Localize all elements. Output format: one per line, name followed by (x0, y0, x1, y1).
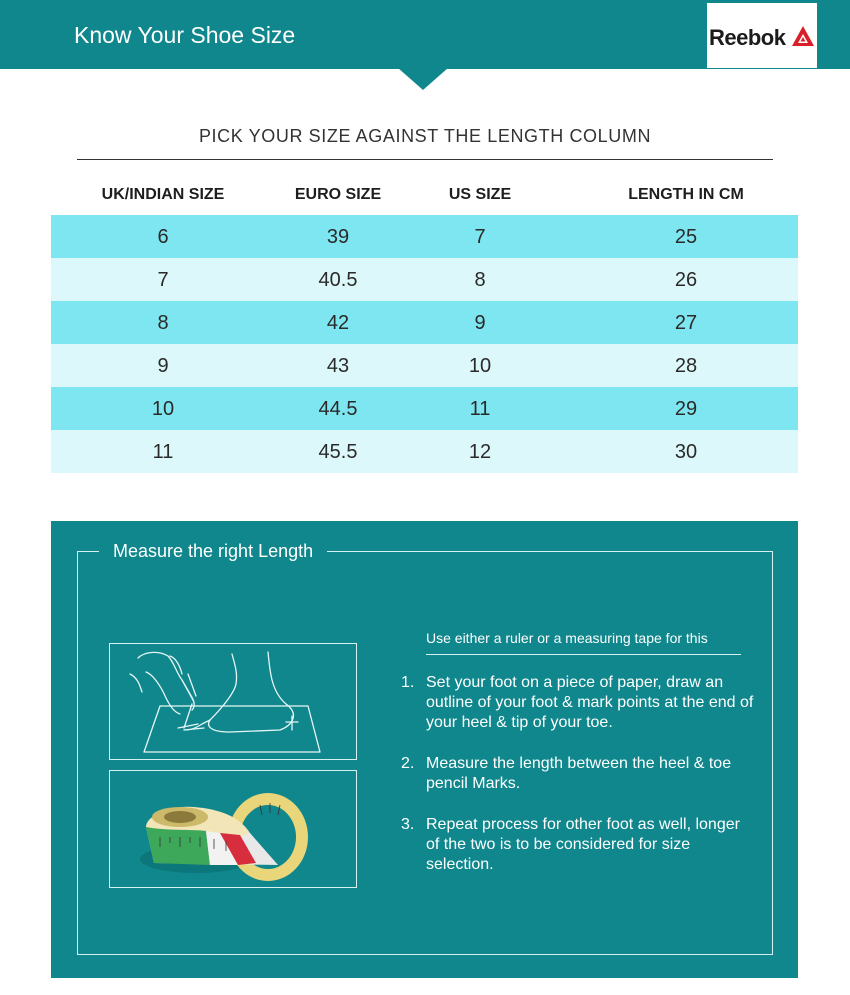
measure-panel (51, 521, 798, 978)
cell-length: 28 (674, 355, 698, 377)
size-chart-table (51, 174, 798, 473)
brand-logo[interactable] (707, 3, 817, 68)
step-item (401, 815, 756, 875)
table-row (51, 387, 798, 430)
step-text: Repeat process for other foot as well, longer of the two is to be considered for size selection. (426, 816, 740, 873)
measuring-tape-image (109, 770, 357, 888)
table-row (51, 215, 798, 258)
cell-length: 29 (674, 398, 698, 420)
column-header-us: US SIZE (448, 186, 512, 203)
cell-uk: 7 (157, 269, 169, 291)
measuring-tape-icon (110, 771, 356, 887)
cell-us: 8 (474, 269, 486, 291)
step-number: 1. (401, 674, 415, 691)
cell-euro: 39 (326, 226, 350, 248)
table-row (51, 344, 798, 387)
header-bar (0, 0, 850, 69)
measure-title: Measure the right Length (113, 541, 314, 561)
cell-us: 12 (468, 441, 492, 463)
measure-title-container (99, 537, 327, 565)
cell-length: 30 (674, 441, 698, 463)
table-row (51, 301, 798, 344)
cell-euro: 40.5 (318, 269, 358, 291)
cell-us: 11 (469, 398, 491, 420)
foot-outline-image (109, 643, 357, 760)
column-header-length: LENGTH IN CM (628, 186, 744, 203)
column-header-uk: UK/INDIAN SIZE (101, 186, 225, 203)
steps-list (401, 673, 785, 896)
header-pointer (398, 68, 448, 90)
cell-euro: 44.5 (318, 398, 358, 420)
foot-drawing-icon (110, 644, 356, 759)
cell-length: 26 (674, 269, 698, 291)
step-item (401, 673, 756, 733)
tip-text: Use either a ruler or a measuring tape for this (426, 630, 708, 646)
cell-euro: 45.5 (318, 441, 358, 463)
divider (77, 159, 773, 160)
cell-us: 7 (474, 226, 486, 248)
step-number: 3. (401, 816, 415, 833)
cell-length: 25 (674, 226, 698, 248)
table-heading: PICK YOUR SIZE AGAINST THE LENGTH COLUMN (198, 126, 652, 146)
cell-length: 27 (674, 312, 698, 334)
cell-us: 10 (468, 355, 492, 377)
step-text: Set your foot on a piece of paper, draw an outline of your foot & mark points at the end of your heel & tip of your toe. (426, 674, 754, 731)
step-item (401, 754, 785, 794)
step-text: Measure the length between the heel & toe pencil Marks. (426, 755, 785, 792)
reebok-delta-icon (791, 25, 815, 47)
table-row (51, 258, 798, 301)
tip-divider (426, 654, 741, 655)
cell-uk: 10 (151, 398, 175, 420)
cell-uk: 11 (152, 441, 174, 463)
brand-logo-text: Reebok (709, 25, 786, 50)
page-title: Know Your Shoe Size (74, 22, 296, 48)
cell-uk: 6 (157, 226, 169, 248)
cell-uk: 9 (157, 355, 169, 377)
cell-euro: 42 (326, 312, 350, 334)
cell-euro: 43 (326, 355, 350, 377)
table-row (51, 430, 798, 473)
step-number: 2. (401, 755, 415, 772)
cell-us: 9 (474, 312, 486, 334)
column-header-euro: EURO SIZE (294, 186, 382, 203)
table-header-row (51, 174, 798, 215)
cell-uk: 8 (157, 312, 169, 334)
